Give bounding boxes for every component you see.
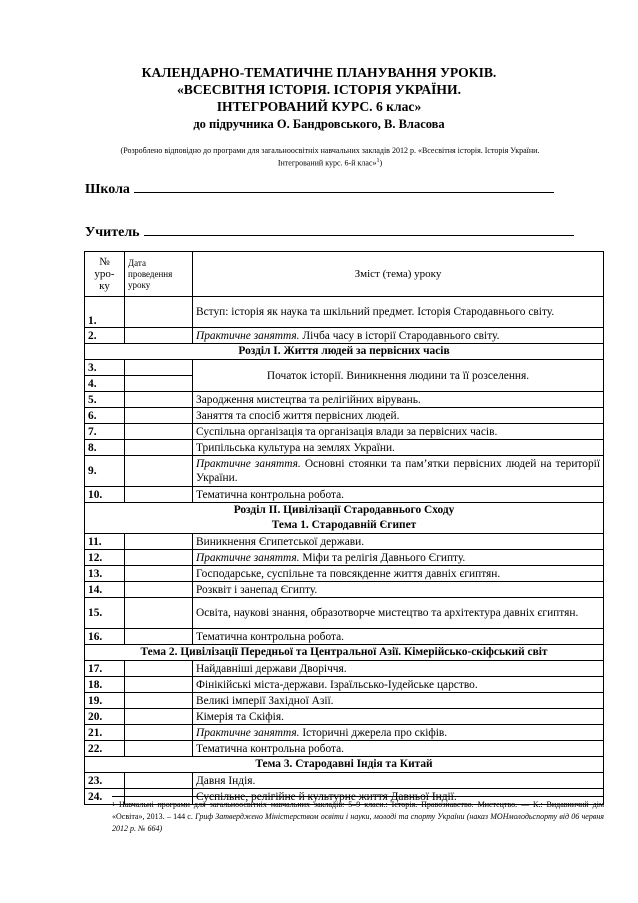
- lesson-topic: Найдавніші держави Дворіччя.: [193, 661, 604, 677]
- lesson-number: 24.: [85, 789, 125, 805]
- lesson-number: 7.: [85, 424, 125, 440]
- lesson-number: 20.: [85, 709, 125, 725]
- lesson-topic: Практичне заняття. Міфи та релігія Давнього Єгипту.: [193, 550, 604, 566]
- teacher-blank-line[interactable]: [144, 223, 574, 236]
- lesson-number: 23.: [85, 773, 125, 789]
- lesson-number: 17.: [85, 661, 125, 677]
- lesson-number: 3.: [85, 360, 125, 376]
- table-row: [85, 297, 604, 328]
- lesson-topic: Суспільна організація та організація влади за первісних часів.: [193, 424, 604, 440]
- table-row: [85, 693, 604, 709]
- date-cell[interactable]: [125, 456, 193, 487]
- lesson-number: 4.: [85, 376, 125, 392]
- table-row: [85, 440, 604, 456]
- lesson-topic: Суспільне, релігійне й культурне життя Давньої Індії.: [193, 789, 604, 805]
- table-row: [85, 328, 604, 344]
- practice-prefix: Практичне заняття.: [196, 726, 300, 739]
- table-row: [85, 456, 604, 487]
- table-row: [85, 629, 604, 645]
- header-content: Зміст (тема) уроку: [193, 252, 604, 297]
- practice-prefix: Практичне заняття.: [196, 551, 300, 564]
- title-line-3: ІНТЕГРОВАНИЙ КУРС. 6 клас»: [216, 99, 422, 114]
- section-row: [85, 757, 604, 773]
- table-row: [85, 741, 604, 757]
- teacher-label: Учитель: [85, 225, 140, 240]
- lesson-topic: Практичне заняття. Лічба часу в історії Стародавнього світу.: [193, 328, 604, 344]
- date-cell[interactable]: [125, 360, 193, 376]
- date-cell[interactable]: [125, 661, 193, 677]
- date-cell[interactable]: [125, 534, 193, 550]
- date-cell[interactable]: [125, 550, 193, 566]
- table-row: [85, 487, 604, 503]
- lesson-topic: Освіта, наукові знання, образотворче мистецтво та архітектура давніх єгиптян.: [193, 598, 604, 629]
- lesson-topic: Фінікійські міста-держави. Ізраїльсько-Іудейське царство.: [193, 677, 604, 693]
- lesson-number: 1.: [85, 297, 125, 328]
- lesson-topic: Тематична контрольна робота.: [193, 629, 604, 645]
- school-blank-line[interactable]: [134, 180, 554, 193]
- note-close: ): [379, 158, 383, 168]
- lesson-number: 21.: [85, 725, 125, 741]
- date-cell[interactable]: [125, 582, 193, 598]
- table-row: [85, 566, 604, 582]
- lesson-number: 15.: [85, 598, 125, 629]
- lesson-number: 10.: [85, 487, 125, 503]
- date-cell[interactable]: [125, 598, 193, 629]
- lesson-topic: Тематична контрольна робота.: [193, 487, 604, 503]
- lesson-topic: Практичне заняття. Історичні джерела про скіфів.: [193, 725, 604, 741]
- table-row: [85, 360, 604, 376]
- section-title: Тема 2. Цивілізації Передньої та Центральної Азії. Кімерійсько-скіфський світ: [85, 645, 604, 661]
- table-row: [85, 773, 604, 789]
- program-note: [95, 145, 565, 169]
- table-row: [85, 408, 604, 424]
- date-cell[interactable]: [125, 677, 193, 693]
- table-row: [85, 424, 604, 440]
- header-lesson-number: № уро- ку: [85, 252, 125, 297]
- lesson-topic: Зародження мистецтва та релігійних вірувань.: [193, 392, 604, 408]
- lesson-topic: Великі імперії Західної Азії.: [193, 693, 604, 709]
- title-line-1: КАЛЕНДАРНО-ТЕМАТИЧНЕ ПЛАНУВАННЯ УРОКІВ.: [141, 65, 497, 80]
- lesson-topic: Практичне заняття. Основні стоянки та пам’ятки первісних людей на території України.: [193, 456, 604, 487]
- date-cell[interactable]: [125, 741, 193, 757]
- section-row: [85, 344, 604, 360]
- date-cell[interactable]: [125, 629, 193, 645]
- lesson-number: 16.: [85, 629, 125, 645]
- table-row: [85, 725, 604, 741]
- date-cell[interactable]: [125, 392, 193, 408]
- date-cell[interactable]: [125, 408, 193, 424]
- lesson-number: 18.: [85, 677, 125, 693]
- lesson-number: 19.: [85, 693, 125, 709]
- lesson-topic: Господарське, суспільне та повсякденне життя давніх єгиптян.: [193, 566, 604, 582]
- date-cell[interactable]: [125, 297, 193, 328]
- lesson-number: 5.: [85, 392, 125, 408]
- date-cell[interactable]: [125, 725, 193, 741]
- date-cell[interactable]: [125, 773, 193, 789]
- table-row: [85, 534, 604, 550]
- section-title: Тема 3. Стародавні Індія та Китай: [85, 757, 604, 773]
- date-cell[interactable]: [125, 487, 193, 503]
- lesson-number: 11.: [85, 534, 125, 550]
- section-row: [85, 503, 604, 534]
- practice-prefix: Практичне заняття.: [196, 329, 300, 342]
- date-cell[interactable]: [125, 376, 193, 392]
- section-title: Розділ І. Життя людей за первісних часів: [85, 344, 604, 360]
- table-row: [85, 677, 604, 693]
- table-row: [85, 661, 604, 677]
- table-row: [85, 582, 604, 598]
- table-row: [85, 392, 604, 408]
- footnote-text: Навчальні програми для загальноосвітніх навчальних закладів: 5–9 класи.: Історія. Правознавство. Мистецтво. — К.: Видавничий дім «Освіта», 2013. – 144 с.: [112, 800, 604, 821]
- lesson-topic: Тематична контрольна робота.: [193, 741, 604, 757]
- date-cell[interactable]: [125, 566, 193, 582]
- date-cell[interactable]: [125, 693, 193, 709]
- footnote-stamp: Гриф Затверджено Міністерством освіти і науки, молоді та спорту України (наказ МОНмолодьспорту від 06 червня 2012 р. № 664): [112, 812, 605, 833]
- lesson-topic: Початок історії. Виникнення людини та її розселення.: [193, 360, 604, 392]
- table-row: [85, 598, 604, 629]
- section-row: [85, 645, 604, 661]
- lesson-topic: Давня Індія.: [193, 773, 604, 789]
- title-line-4: до підручника О. Бандровського, В. Власова: [193, 117, 445, 131]
- date-cell[interactable]: [125, 440, 193, 456]
- date-cell[interactable]: [125, 424, 193, 440]
- table-header-row: [85, 252, 604, 297]
- teacher-field[interactable]: [85, 223, 574, 241]
- section-title: Розділ ІІ. Цивілізації Стародавнього Сходу Тема 1. Стародавній Єгипет: [85, 503, 604, 534]
- lesson-number: 13.: [85, 566, 125, 582]
- practice-prefix: Практичне заняття.: [196, 458, 301, 470]
- header-date: Дата проведення уроку: [125, 252, 193, 297]
- lesson-topic: Розквіт і занепад Єгипту.: [193, 582, 604, 598]
- school-field[interactable]: [85, 180, 554, 198]
- date-cell[interactable]: [125, 328, 193, 344]
- lesson-topic: Кімерія та Скіфія.: [193, 709, 604, 725]
- note-ref: 1: [376, 158, 380, 164]
- date-cell[interactable]: [125, 709, 193, 725]
- table-row: [85, 709, 604, 725]
- table-row: [85, 550, 604, 566]
- footnote-mark: 1: [112, 802, 115, 808]
- note-line-1: (Розроблено відповідно до програми для загальноосвітніх навчальних закладів 2012 р. «Всесвітня історія. Історія України.: [120, 146, 540, 155]
- document-title: [80, 64, 558, 132]
- school-label: Школа: [85, 182, 130, 197]
- lesson-number: 9.: [85, 456, 125, 487]
- lesson-number: 22.: [85, 741, 125, 757]
- footnote: [112, 796, 604, 835]
- lesson-number: 14.: [85, 582, 125, 598]
- lesson-topic: Виникнення Єгипетської держави.: [193, 534, 604, 550]
- title-line-2: «ВСЕСВІТНЯ ІСТОРІЯ. ІСТОРІЯ УКРАЇНИ.: [177, 82, 461, 97]
- lesson-topic: Трипільська культура на землях України.: [193, 440, 604, 456]
- lesson-plan-table: [84, 251, 604, 805]
- lesson-number: 8.: [85, 440, 125, 456]
- lesson-number: 12.: [85, 550, 125, 566]
- lesson-number: 2.: [85, 328, 125, 344]
- note-line-2: Інтегрований курс. 6-й клас»: [277, 158, 377, 168]
- lesson-number: 6.: [85, 408, 125, 424]
- lesson-topic: Заняття та спосіб життя первісних людей.: [193, 408, 604, 424]
- lesson-topic: Вступ: історія як наука та шкільний предмет. Історія Стародавнього світу.: [193, 297, 604, 328]
